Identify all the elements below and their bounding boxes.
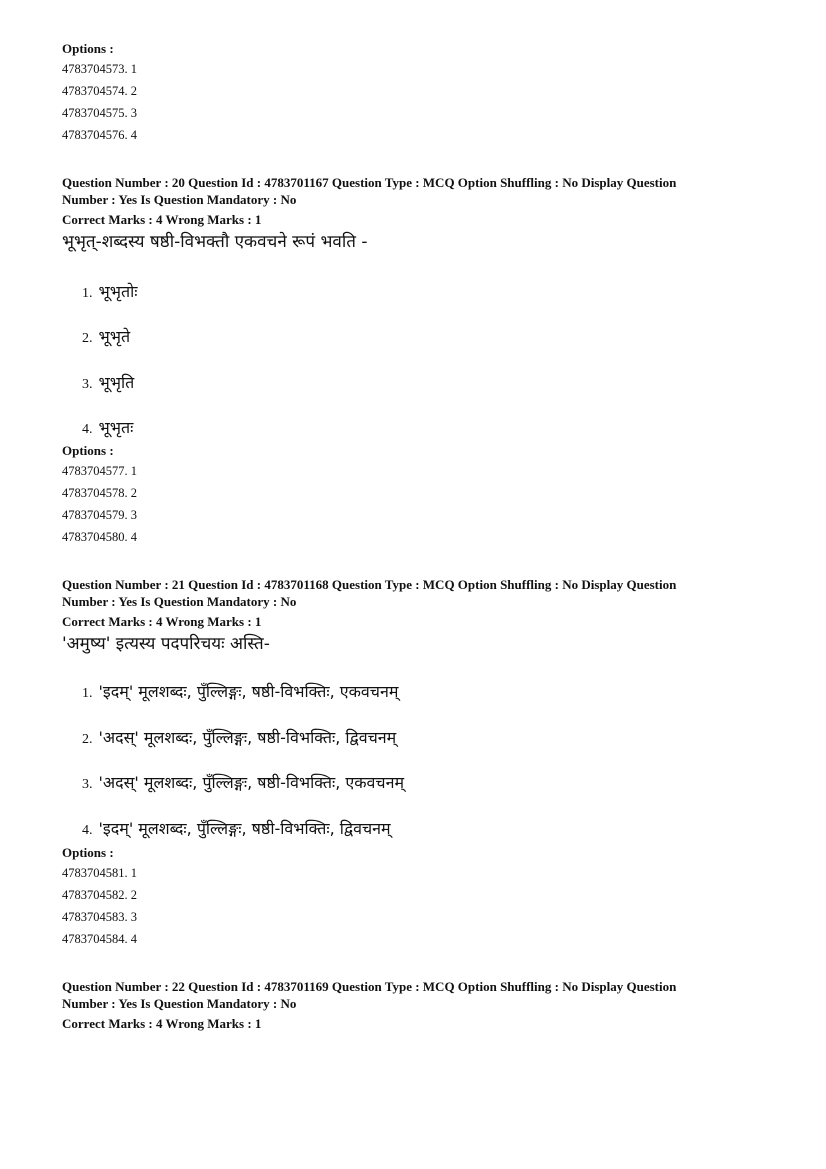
options-block-top <box>62 40 762 150</box>
option-line: 4783704580. 4 <box>62 530 137 544</box>
question-meta-line: Question Number : 21 Question Id : 4783701168 Question Type : MCQ Option Shuffling : No Display Question <box>62 577 677 592</box>
question-meta-line: Number : Yes Is Question Mandatory : No <box>62 594 297 609</box>
question-text: 'अमुष्य' इत्यस्य पदपरिचयः अस्ति- <box>62 634 270 654</box>
question-marks: Correct Marks : 4 Wrong Marks : 1 <box>62 614 262 629</box>
question-marks: Correct Marks : 4 Wrong Marks : 1 <box>62 1016 262 1031</box>
choice-item: 1. भूभृतोः <box>82 282 138 301</box>
choice-item: 3. भूभृति <box>82 373 135 392</box>
option-line: 4783704581. 1 <box>62 866 137 880</box>
option-line: 4783704575. 3 <box>62 106 137 120</box>
question-meta-line: Question Number : 20 Question Id : 4783701167 Question Type : MCQ Option Shuffling : No Display Question <box>62 175 677 190</box>
question-meta-line: Number : Yes Is Question Mandatory : No <box>62 996 297 1011</box>
question-20-header <box>62 174 762 253</box>
option-line: 4783704579. 3 <box>62 508 137 522</box>
choice-item: 4. 'इदम्' मूलशब्दः, पुँल्लिङ्गः, षष्ठी-विभक्तिः, द्विवचनम् <box>82 819 391 838</box>
options-label: Options : <box>62 41 114 56</box>
option-line: 4783704576. 4 <box>62 128 137 142</box>
options-block-q21 <box>62 844 762 954</box>
question-21-header <box>62 576 762 655</box>
option-line: 4783704583. 3 <box>62 910 137 924</box>
option-line: 4783704574. 2 <box>62 84 137 98</box>
question-meta-line: Question Number : 22 Question Id : 4783701169 Question Type : MCQ Option Shuffling : No Display Question <box>62 979 677 994</box>
question-marks: Correct Marks : 4 Wrong Marks : 1 <box>62 212 262 227</box>
options-label: Options : <box>62 845 114 860</box>
option-line: 4783704584. 4 <box>62 932 137 946</box>
option-line: 4783704573. 1 <box>62 62 137 76</box>
choice-item: 4. भूभृतः <box>82 418 134 437</box>
choice-item: 2. भूभृते <box>82 327 131 346</box>
option-line: 4783704578. 2 <box>62 486 137 500</box>
choice-item: 3. 'अदस्' मूलशब्दः, पुँल्लिङ्गः, षष्ठी-विभक्तिः, एकवचनम् <box>82 773 405 792</box>
question-meta-line: Number : Yes Is Question Mandatory : No <box>62 192 297 207</box>
question-22-header <box>62 978 762 1032</box>
choice-item: 1. 'इदम्' मूलशब्दः, पुँल्लिङ्गः, षष्ठी-विभक्तिः, एकवचनम् <box>82 682 399 701</box>
options-block-q20 <box>62 442 762 552</box>
option-line: 4783704582. 2 <box>62 888 137 902</box>
options-label: Options : <box>62 443 114 458</box>
choice-item: 2. 'अदस्' मूलशब्दः, पुँल्लिङ्गः, षष्ठी-विभक्तिः, द्विवचनम् <box>82 728 397 747</box>
option-line: 4783704577. 1 <box>62 464 137 478</box>
question-text: भूभृत्-शब्दस्य षष्ठी-विभक्तौ एकवचने रूपं भवति - <box>62 232 368 252</box>
